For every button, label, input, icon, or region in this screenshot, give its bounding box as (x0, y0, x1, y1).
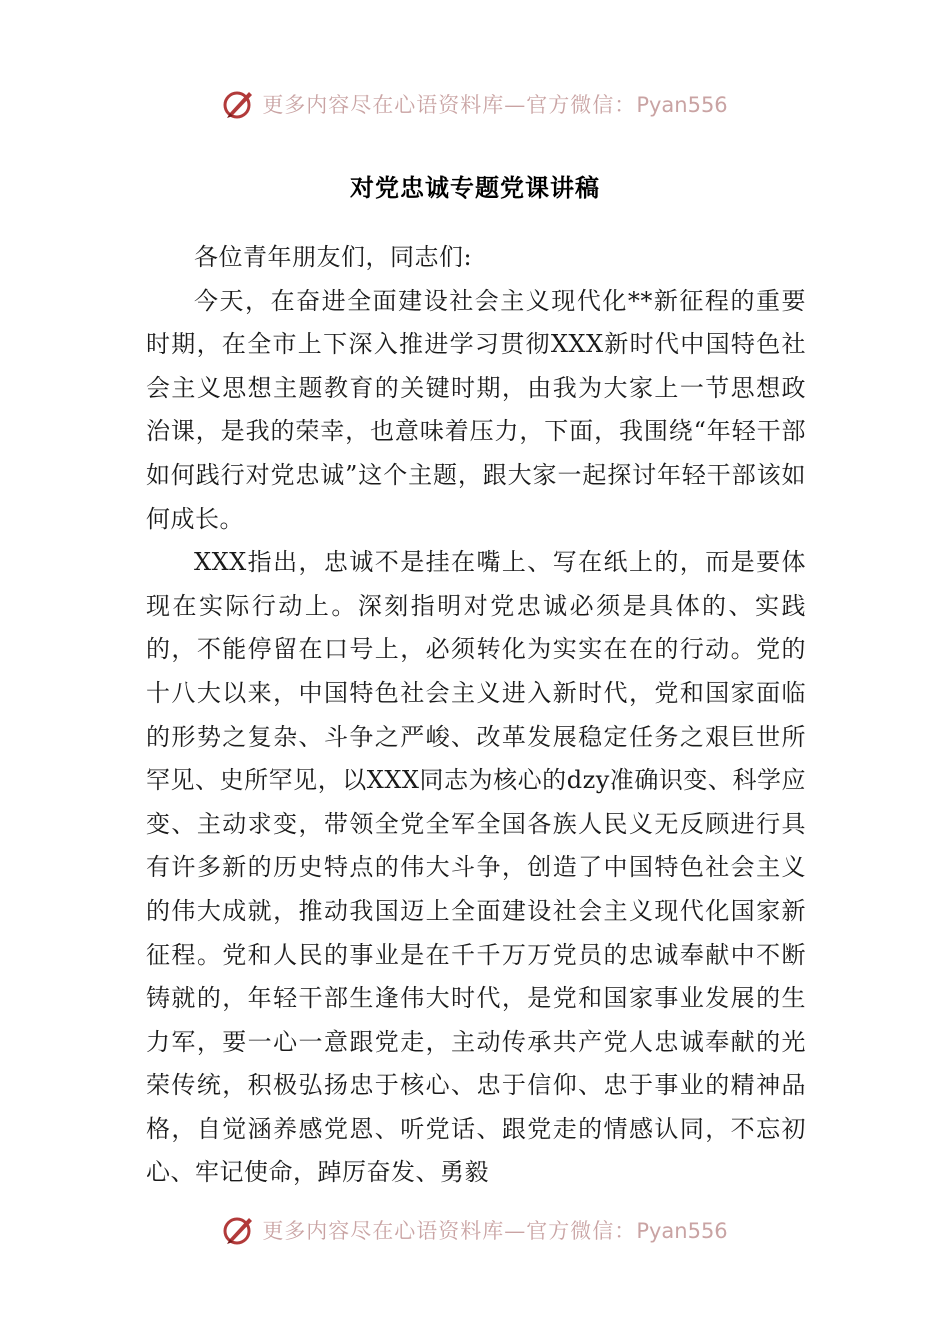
salutation-paragraph: 各位青年朋友们，同志们: (194, 243, 473, 271)
document-body (146, 236, 806, 1195)
pen-logo-icon (222, 1213, 256, 1247)
body-paragraph: 今天，在奋进全面建设社会主义现代化**新征程的重要时期，在全市上下深入推进学习贯彻XXX新时代中国特色社会主义思想主题教育的关键时期，由我为大家上一节思想政治课，是我的荣幸，也意味着压力，下面，我围绕“年轻干部如何践行对党忠诚”这个主题，跟大家一起探讨年轻干部该如何成长。 (146, 286, 806, 533)
watermark-text: 更多内容尽在心语资料库—官方微信：Pyan556 (262, 93, 728, 117)
document-title: 对党忠诚专题党课讲稿 (350, 174, 600, 202)
pen-logo-icon (222, 87, 256, 121)
body-paragraph: XXX指出，忠诚不是挂在嘴上、写在纸上的，而是要体现在实际行动上。深刻指明对党忠诚必须是具体的、实践的，不能停留在口号上，必须转化为实实在在的行动。党的十八大以来，中国特色社会主义进入新时代，党和国家面临的形势之复杂、斗争之严峻、改革发展稳定任务之艰巨世所罕见、史所罕见，以XXX同志为核心的dzy准确识变、科学应变、主动求变，带领全党全军全国各族人民义无反顾进行具有许多新的历史特点的伟大斗争，创造了中国特色社会主义的伟大成就，推动我国迈上全面建设社会主义现代化国家新征程。党和人民的事业是在千千万万党员的忠诚奉献中不断铸就的，年轻干部生逢伟大时代，是党和国家事业发展的生力军，要一心一意跟党走，主动传承共产党人忠诚奉献的光荣传统，积极弘扬忠于核心、忠于信仰、忠于事业的精神品格，自觉涵养感党恩、听党话、跟党走的情感认同，不忘初心、牢记使命，踔厉奋发、勇毅 (146, 548, 806, 1187)
footer-watermark (0, 1210, 950, 1250)
header-watermark (0, 84, 950, 124)
watermark-text: 更多内容尽在心语资料库—官方微信：Pyan556 (262, 1219, 728, 1243)
